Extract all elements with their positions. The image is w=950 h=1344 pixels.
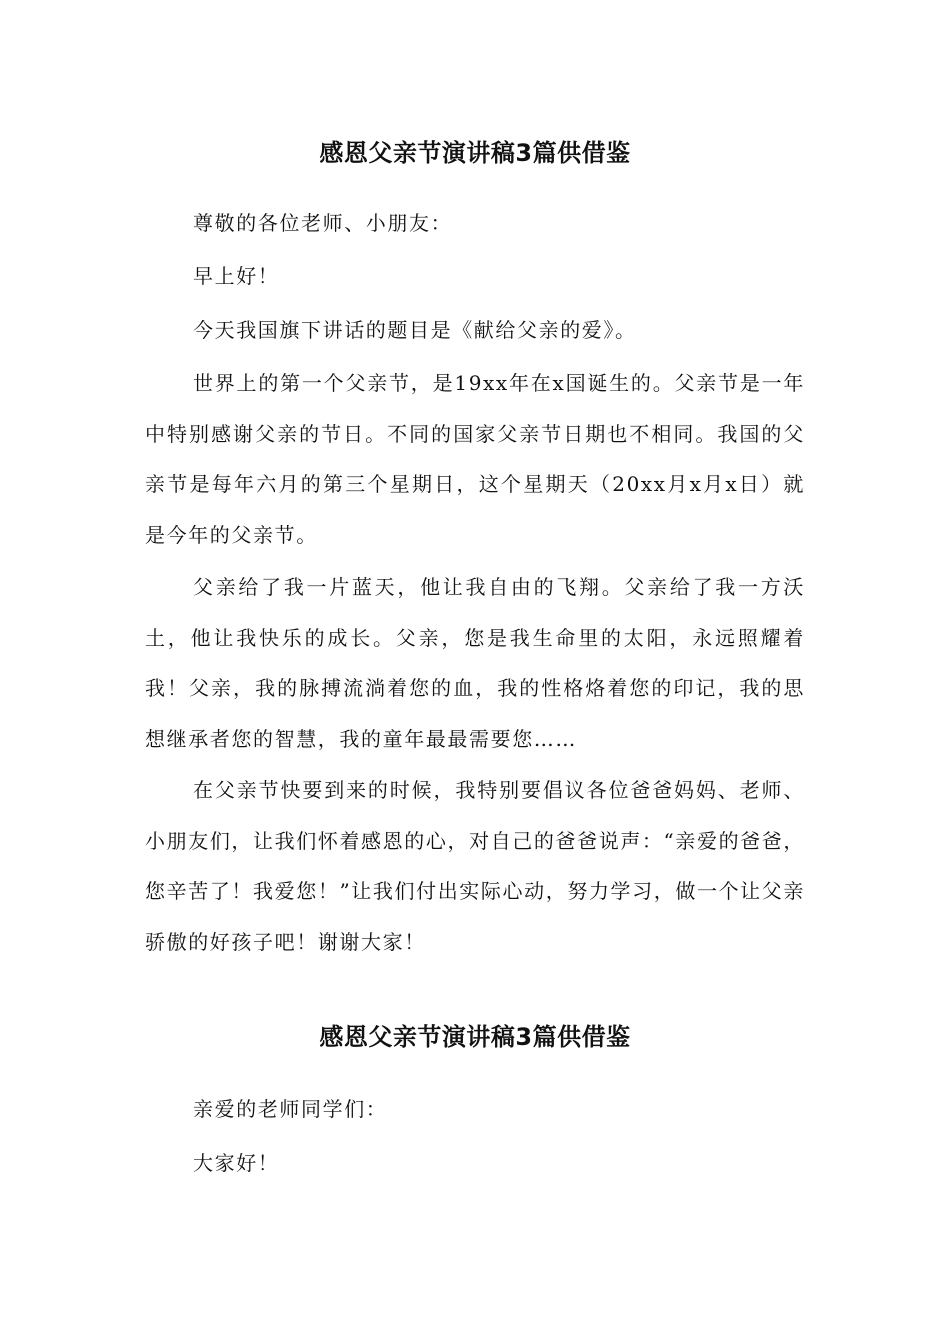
section-title: 感恩父亲节演讲稿3篇供借鉴: [319, 1023, 631, 1051]
greeting-line: 尊敬的各位老师、小朋友：: [193, 211, 453, 235]
section-title: 感恩父亲节演讲稿3篇供借鉴: [319, 139, 631, 167]
body-paragraph: 父亲给了我一片蓝天，他让我自由的飞翔。父亲给了我一方沃土，他让我快乐的成长。父亲，您是我生命里的太阳，永远照耀着我！父亲，我的脉搏流淌着您的血，我的性格烙着您的印记，我的思想继承者您的智慧，我的童年最最需要您……: [145, 575, 805, 751]
body-paragraph: 在父亲节快要到来的时候，我特别要倡议各位爸爸妈妈、老师、小朋友们，让我们怀着感恩的心，对自己的爸爸说声：“亲爱的爸爸，您辛苦了！我爱您！”让我们付出实际心动，努力学习，做一个让父亲骄傲的好孩子吧！谢谢大家！: [145, 778, 805, 954]
body-paragraph: 世界上的第一个父亲节，是19xx年在x国诞生的。父亲节是一年中特别感谢父亲的节日。不同的国家父亲节日期也不相同。我国的父亲节是每年六月的第三个星期日，这个星期天（20xx月x月x日）就是今年的父亲节。: [145, 371, 805, 547]
topic-line: 今天我国旗下讲话的题目是《献给父亲的爱》。: [193, 318, 637, 342]
salutation-line: 早上好！: [193, 264, 280, 288]
salutation-line: 大家好！: [193, 1151, 280, 1175]
greeting-line: 亲爱的老师同学们：: [193, 1097, 388, 1121]
